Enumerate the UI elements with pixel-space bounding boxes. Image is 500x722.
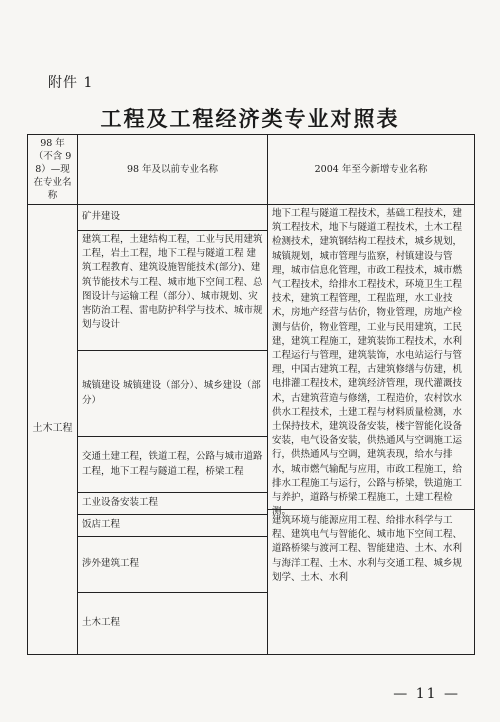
old-major-cell: 城镇建设 城镇建设（部分）、城乡建设（部分） (78, 351, 268, 437)
new-majors-text-1: 地下工程与隧道工程技术，基础工程技术，建筑工程技术，地下与隧道工程技术，土木工程检测技术，建筑钢结构工程技术，城乡规划，城镇规划，城市管理与监察，村镇建设与管理，城市信息化管理，市政工程技术，城市燃气工程技术，给排水工程技术，环境卫生工程技术，建筑工程管理，工程监理，水工业技术，房地产经营与估价，物业管理，房地产检测与估价，物业管理，工业与民用建筑，工民建，建筑工程施工，建筑装饰工程技术，水利工程运行与管理，建筑装饰，水电站运行与管理，中国古建筑工程，古建筑修缮与仿建，机电排灌工程技术，建筑经济管理，现代灌溉技术，古建筑营造与修缮，工程造价，农村饮水供水工程技术，土建工程与材料质量检测，水土保持技术，建筑设备安装，楼宇智能化设备安装，电气设备安装，供热通风与空调施工运行，供热通风与空调，建筑表现，给水与排水，城市燃气输配与应用，市政工程施工，给排水工程施工与运行，公路与桥梁，铁道施工与养护，道路与桥梁工程施工，土建工程检测。 (272, 208, 463, 518)
old-major-cell: 建筑工程，土建结构工程，工业与民用建筑工程，岩土工程，地下工程与隧道工程 建筑工程教育、建筑设施智能技术(部分)、建筑节能技术与工程、城市地下空间工程、总图设计与运输工程（部分）、城市规划、灾害防治工程、雷电防护科学与技术、城市规划与设计 (78, 231, 268, 351)
old-major-cell: 饭店工程 (78, 515, 268, 537)
old-major-cell: 土木工程 (78, 593, 268, 655)
new-majors-text-2: 建筑环境与能源应用工程、给排水科学与工程、建筑电气与智能化、城市地下空间工程、道路桥梁与渡河工程、智能建造、土木、水利与海洋工程、土木、水利与交通工程、城乡规划学、土木、水利 (272, 515, 463, 583)
old-major-cell: 交通土建工程，铁道工程，公路与城市道路工程，地下工程与隧道工程，桥梁工程 (78, 437, 268, 493)
column-header-pre98: 98 年及以前专业名称 (78, 135, 268, 205)
table-row (28, 205, 475, 231)
page-number: — 11 — (393, 686, 460, 702)
new-majors-cell (268, 205, 475, 655)
category-cell: 土木工程 (28, 205, 78, 655)
old-major-cell: 涉外建筑工程 (78, 537, 268, 593)
column-header-2004: 2004 年至今新增专业名称 (268, 135, 475, 205)
old-major-cell: 矿井建设 (78, 205, 268, 231)
page-title: 工程及工程经济类专业对照表 (100, 106, 400, 131)
divider (268, 509, 474, 510)
column-header-current: 98 年（不含 98）—现在专业名称 (28, 135, 78, 205)
attachment-label: 附件 1 (48, 75, 94, 91)
major-comparison-table (27, 134, 475, 655)
old-major-cell: 工业设备安装工程 (78, 493, 268, 515)
table-header-row (28, 135, 475, 205)
